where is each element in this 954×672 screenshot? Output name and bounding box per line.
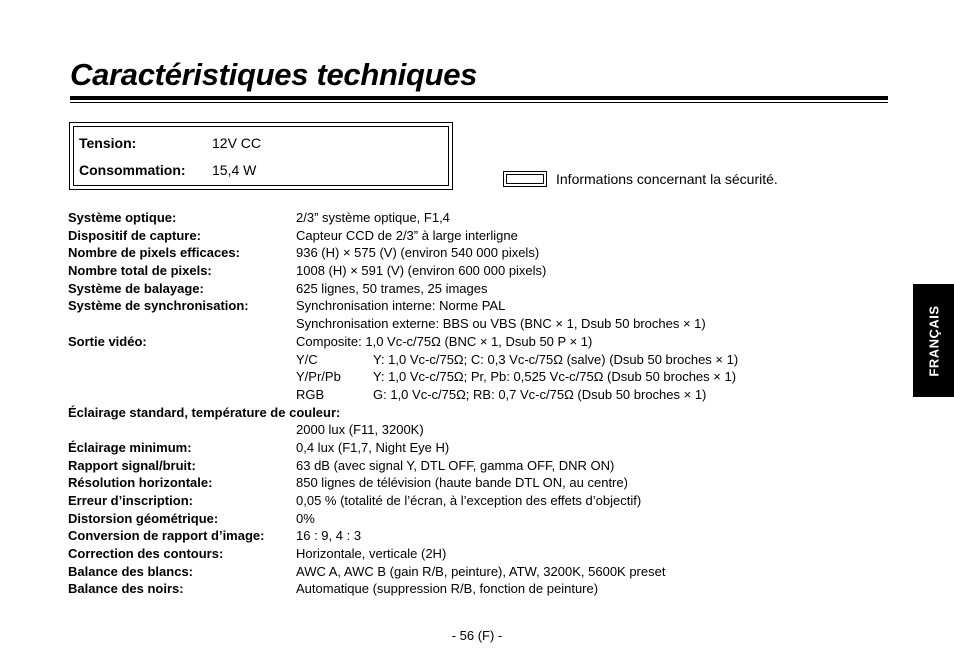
consumption-value: 15,4 W [212, 162, 257, 178]
title-rule-thin [70, 102, 888, 103]
spec-value: 63 dB (avec signal Y, DTL OFF, gamma OFF, DNR ON) [296, 457, 615, 473]
spec-sublabel: Y/Pr/Pb [296, 369, 341, 385]
spec-label: Éclairage minimum: [68, 439, 192, 455]
page-title: Caractéristiques techniques [70, 57, 478, 92]
spec-row [68, 474, 848, 492]
spec-row [68, 244, 848, 262]
spec-label: Correction des contours: [68, 546, 224, 562]
spec-label: Système optique: [68, 210, 177, 225]
spec-value: Horizontale, verticale (2H) [296, 546, 447, 562]
safety-note: Informations concernant la sécurité. [556, 171, 778, 187]
spec-value: AWC A, AWC B (gain R/B, peinture), ATW, 3200K, 5600K preset [296, 563, 666, 579]
spec-value: 850 lignes de télévision (haute bande DTL ON, au centre) [296, 475, 628, 491]
title-rule [70, 96, 888, 100]
spec-subvalue: G: 1,0 Vc-c/75Ω; RB: 0,7 Vc-c/75Ω (Dsub 50 broches × 1) [373, 386, 707, 402]
spec-label: Erreur d’inscription: [68, 493, 193, 508]
spec-value: 0,05 % (totalité de l’écran, à l’exception des effets d’objectif) [296, 493, 642, 508]
spec-value: Synchronisation externe: BBS ou VBS (BNC × 1, Dsub 50 broches × 1) [296, 316, 706, 332]
safety-symbol-icon [503, 171, 547, 187]
spec-row [68, 280, 848, 298]
spec-row [68, 227, 848, 245]
spec-label: Système de synchronisation: [68, 298, 249, 314]
spec-sublabel: RGB [296, 386, 325, 402]
spec-label: Nombre total de pixels: [68, 263, 212, 279]
spec-label: Système de balayage: [68, 280, 204, 296]
spec-value: 625 lignes, 50 trames, 25 images [296, 280, 488, 296]
spec-label: Conversion de rapport d’image: [68, 528, 265, 544]
page-number: - 56 (F) - [451, 628, 503, 643]
spec-subrow [68, 386, 848, 404]
spec-value: 2/3” système optique, F1,4 [296, 210, 450, 225]
spec-label: Balance des noirs: [68, 581, 184, 597]
spec-row-continued [68, 421, 848, 439]
spec-sublabel: Y/C [296, 351, 318, 367]
spec-label: Distorsion géométrique: [68, 510, 219, 526]
spec-row-continued [68, 315, 848, 333]
consumption-row [79, 162, 257, 178]
spec-label: Nombre de pixels efficaces: [68, 245, 240, 261]
spec-row [68, 333, 848, 351]
spec-value: Synchronisation interne: Norme PAL [296, 298, 506, 314]
spec-row [68, 404, 848, 422]
spec-row [68, 492, 848, 510]
tension-label: Tension: [79, 135, 137, 151]
spec-list [68, 209, 848, 598]
power-supply-box [69, 122, 453, 190]
spec-subrow [68, 368, 848, 386]
spec-value: 1008 (H) × 591 (V) (environ 600 000 pixels) [296, 263, 547, 279]
spec-row [68, 545, 848, 563]
spec-label: Rapport signal/bruit: [68, 457, 196, 473]
spec-row [68, 527, 848, 545]
spec-value: 936 (H) × 575 (V) (environ 540 000 pixels) [296, 245, 540, 261]
spec-subvalue: Y: 1,0 Vc-c/75Ω; Pr, Pb: 0,525 Vc-c/75Ω (Dsub 50 broches × 1) [373, 369, 737, 385]
language-tab [913, 284, 954, 397]
tension-value: 12V CC [212, 135, 262, 151]
spec-value: 2000 lux (F11, 3200K) [296, 422, 424, 438]
spec-row [68, 262, 848, 280]
spec-row [68, 510, 848, 528]
spec-label: Résolution horizontale: [68, 475, 213, 491]
consumption-label: Consommation: [79, 162, 186, 178]
spec-label: Éclairage standard, température de couleur: [68, 404, 341, 420]
spec-label: Sortie vidéo: [68, 333, 147, 349]
spec-row [68, 209, 848, 227]
spec-label: Dispositif de capture: [68, 227, 201, 243]
spec-value: Automatique (suppression R/B, fonction de peinture) [296, 581, 599, 597]
spec-row [68, 457, 848, 475]
spec-value: Composite: 1,0 Vc-c/75Ω (BNC × 1, Dsub 50 P × 1) [296, 333, 593, 349]
spec-row [68, 439, 848, 457]
spec-value: 0,4 lux (F1,7, Night Eye H) [296, 439, 450, 455]
spec-value: 16 : 9, 4 : 3 [296, 528, 362, 544]
tension-row [79, 135, 262, 151]
spec-label: Balance des blancs: [68, 563, 193, 579]
spec-value: Capteur CCD de 2/3” à large interligne [296, 227, 518, 243]
spec-row [68, 563, 848, 581]
spec-row [68, 580, 848, 598]
spec-subvalue: Y: 1,0 Vc-c/75Ω; C: 0,3 Vc-c/75Ω (salve) (Dsub 50 broches × 1) [373, 351, 739, 367]
spec-row [68, 297, 848, 315]
language-tab-label: FRANÇAIS [926, 304, 941, 377]
spec-subrow [68, 351, 848, 369]
spec-value: 0% [296, 510, 315, 526]
